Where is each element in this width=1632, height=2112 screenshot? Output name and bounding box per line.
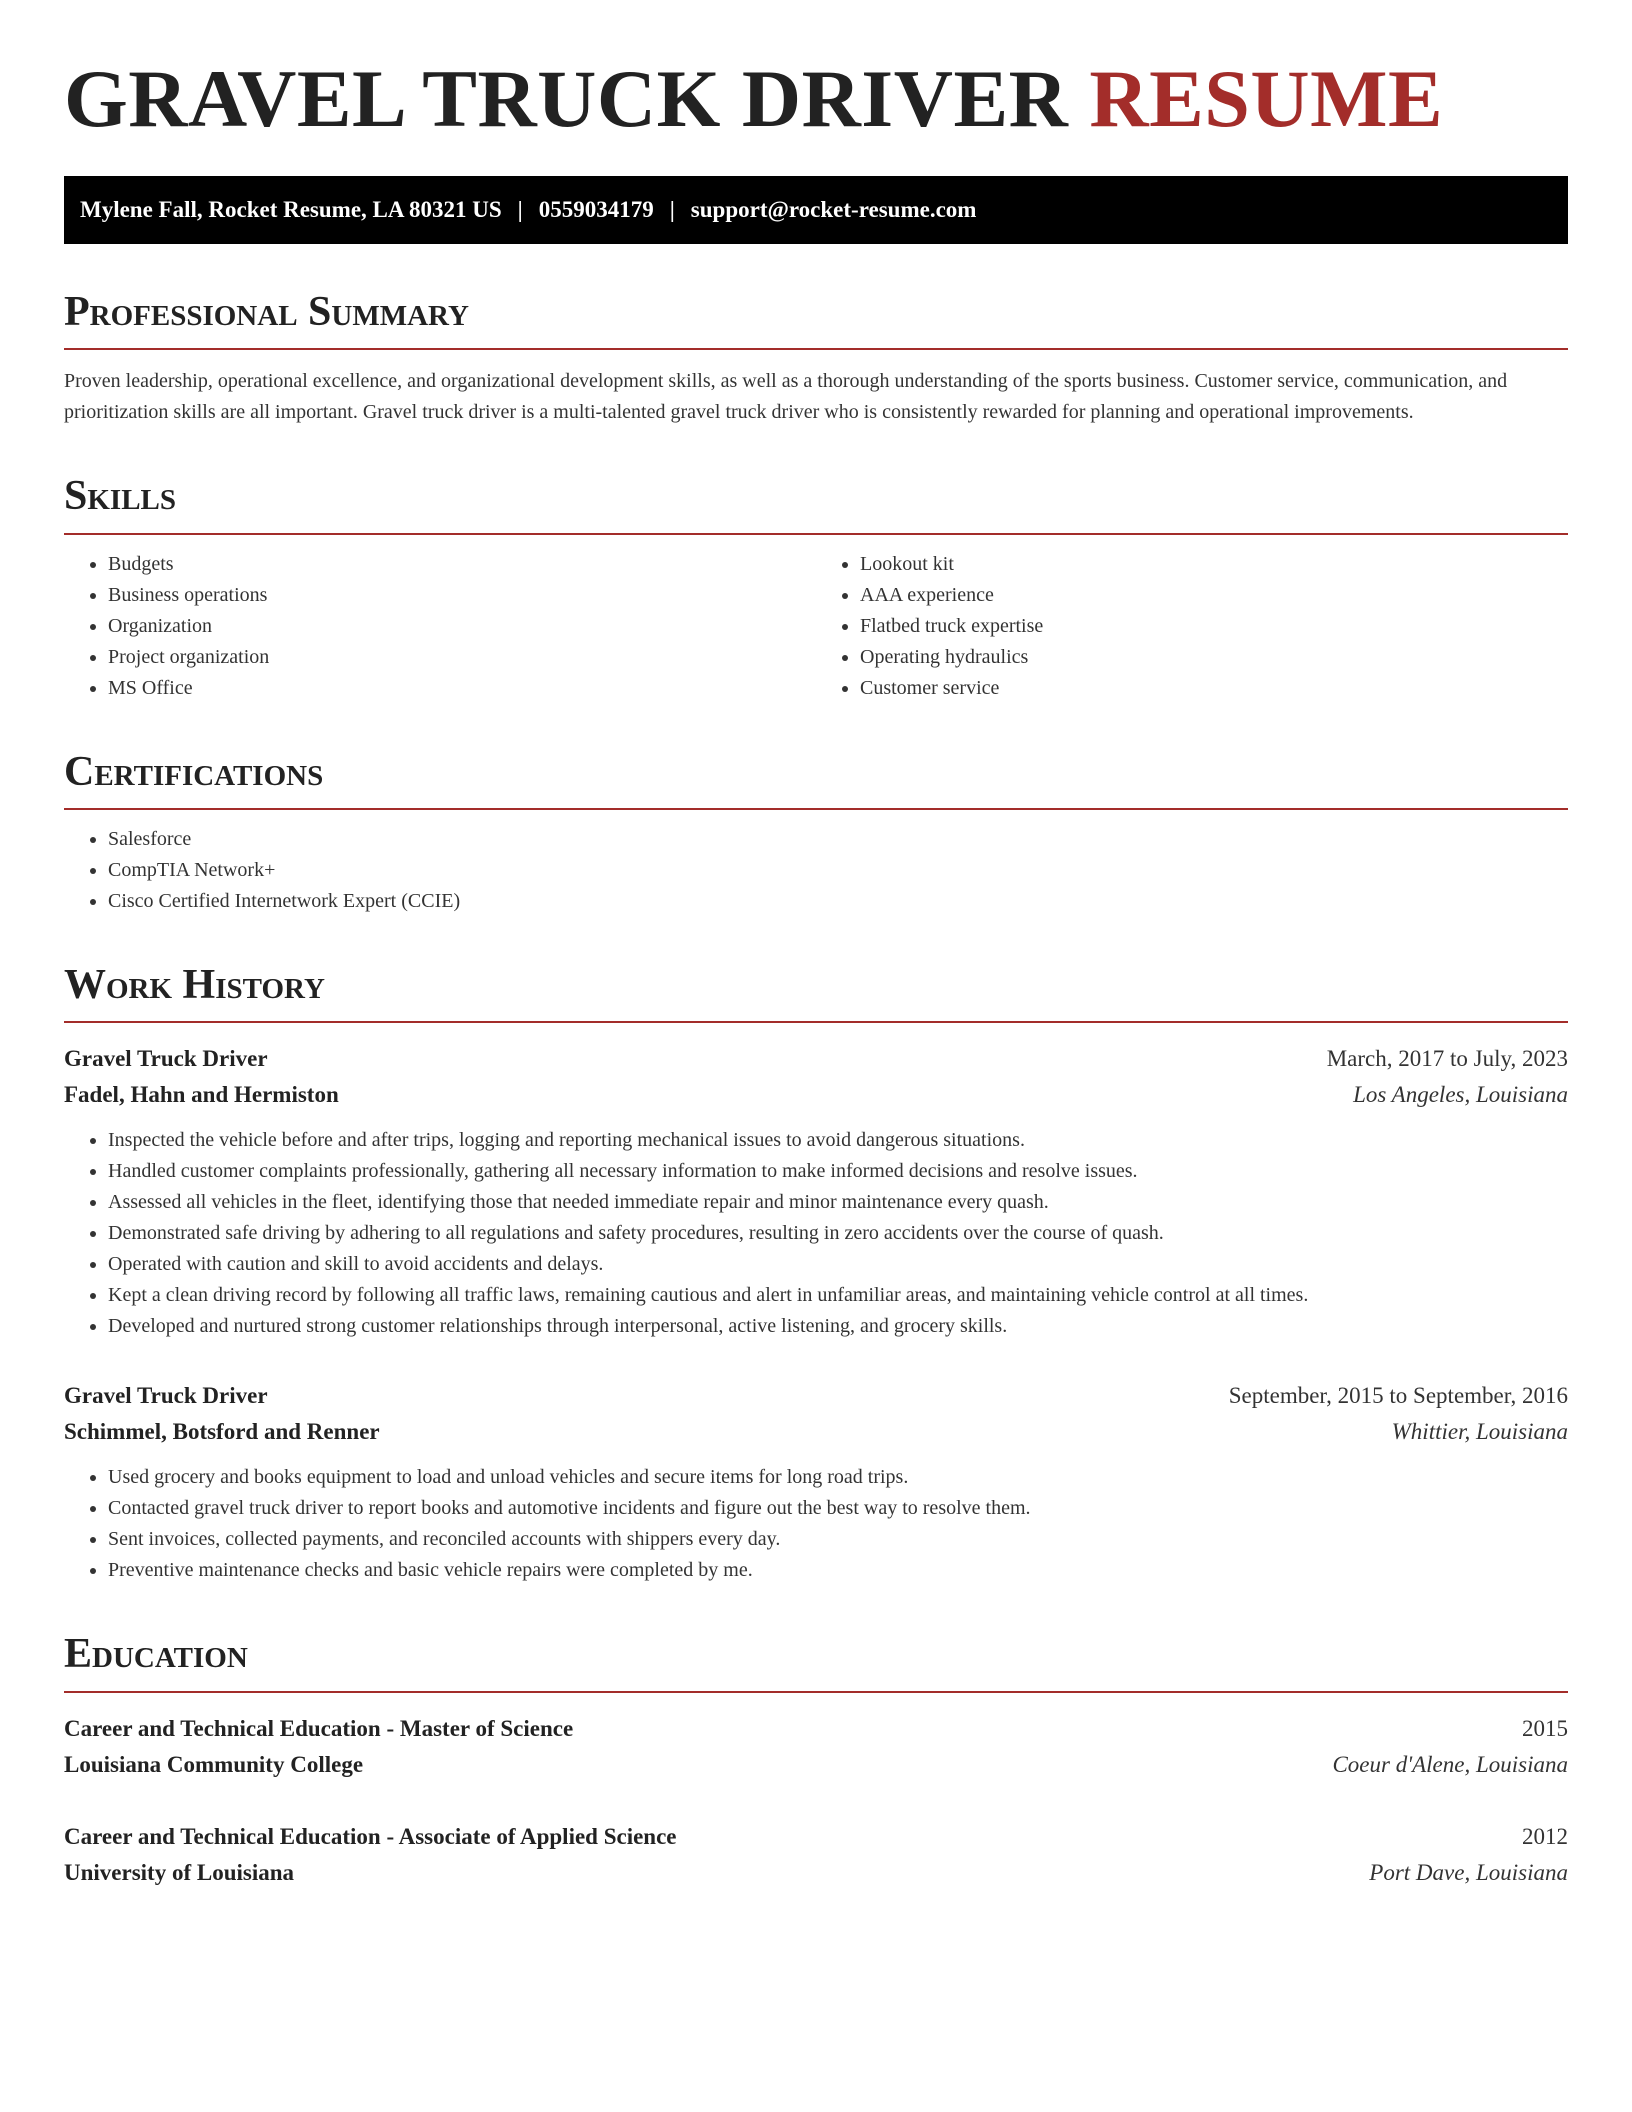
contact-separator: | <box>669 197 675 223</box>
job-title-row <box>64 1041 1568 1077</box>
section-heading-summary: Professional Summary <box>64 288 1568 350</box>
skill-item: • Lookout kit <box>860 549 1568 580</box>
job-duty-item: • Operated with caution and skill to avoid accidents and delays. <box>108 1249 1568 1280</box>
skill-item: • MS Office <box>108 673 816 704</box>
certifications-section <box>64 748 1568 917</box>
job-company-row <box>64 1077 1568 1113</box>
education-year: 2015 <box>1522 1715 1568 1741</box>
skill-item: • AAA experience <box>860 580 1568 611</box>
job-duty-item: • Preventive maintenance checks and basic vehicle repairs were completed by me. <box>108 1555 1568 1586</box>
job-location: Los Angeles, Louisiana <box>1353 1082 1568 1108</box>
certifications-list <box>64 824 1568 917</box>
job-duty-item: • Inspected the vehicle before and after trips, logging and reporting mechanical issues to avoid dangerous situations. <box>108 1125 1568 1156</box>
job-company: Fadel, Hahn and Hermiston <box>64 1082 339 1108</box>
education-degree: Career and Technical Education - Master of Science <box>64 1715 574 1741</box>
work-history-section <box>64 961 1568 1586</box>
education-entry <box>64 1819 1568 1891</box>
job-title-row <box>64 1378 1568 1414</box>
job-duty-item: • Handled customer complaints professionally, gathering all necessary information to make informed decisions and resolve issues. <box>108 1156 1568 1187</box>
job-title: Gravel Truck Driver <box>64 1383 268 1409</box>
job-duties-list <box>64 1125 1568 1342</box>
contact-email[interactable]: support@rocket-resume.com <box>690 197 977 223</box>
job-duty-item: • Sent invoices, collected payments, and reconciled accounts with shippers every day. <box>108 1524 1568 1555</box>
job-duty-item: • Developed and nurtured strong customer relationships through interpersonal, active listening, and grocery skills. <box>108 1311 1568 1342</box>
certification-item: • Cisco Certified Internetwork Expert (CCIE) <box>108 886 1568 917</box>
job-entry <box>64 1041 1568 1342</box>
summary-text: Proven leadership, operational excellence, and organizational development skills, as well as a thorough understanding of the sports business. Customer service, communication, and prioritization skills are all important. Gravel truck driver is a multi-talented gravel truck driver who is consistently rewarded for planning and operational improvements. <box>64 370 1508 424</box>
job-duty-item: • Used grocery and books equipment to load and unload vehicles and secure items for long road trips. <box>108 1462 1568 1493</box>
education-school: Louisiana Community College <box>64 1751 364 1777</box>
job-title: Gravel Truck Driver <box>64 1046 268 1072</box>
section-heading-work-history: Work History <box>64 961 1568 1023</box>
job-duty-item: • Assessed all vehicles in the fleet, identifying those that needed immediate repair and minor maintenance every quash. <box>108 1187 1568 1218</box>
certification-item: • CompTIA Network+ <box>108 855 1568 886</box>
education-degree-row <box>64 1711 1568 1747</box>
title-main: GRAVEL TRUCK DRIVER <box>64 53 1069 144</box>
education-location: Port Dave, Louisiana <box>1369 1859 1568 1885</box>
skill-item: • Business operations <box>108 580 816 611</box>
skill-item: • Project organization <box>108 642 816 673</box>
job-company: Schimmel, Botsford and Renner <box>64 1419 380 1445</box>
job-duty-item: • Contacted gravel truck driver to report books and automotive incidents and figure out the best way to resolve them. <box>108 1493 1568 1524</box>
job-duty-item: • Kept a clean driving record by following all traffic laws, remaining cautious and alert in unfamiliar areas, and maintaining vehicle control at all times. <box>108 1280 1568 1311</box>
skill-item: • Operating hydraulics <box>860 642 1568 673</box>
professional-summary-section <box>64 288 1568 428</box>
skill-item: • Budgets <box>108 549 816 580</box>
job-location: Whittier, Louisiana <box>1391 1419 1568 1445</box>
skills-list-left <box>64 549 816 704</box>
education-entry <box>64 1711 1568 1783</box>
certification-item: • Salesforce <box>108 824 1568 855</box>
skills-list-right <box>816 549 1568 704</box>
job-dates: September, 2015 to September, 2016 <box>1228 1383 1568 1409</box>
education-school: University of Louisiana <box>64 1859 295 1885</box>
job-duty-item: • Demonstrated safe driving by adhering to all regulations and safety procedures, resulting in zero accidents over the course of quash. <box>108 1218 1568 1249</box>
education-school-row <box>64 1747 1568 1783</box>
contact-separator: | <box>517 197 523 223</box>
resume-title <box>64 54 1568 144</box>
contact-name-address: Mylene Fall, Rocket Resume, LA 80321 US <box>80 197 502 223</box>
education-location: Coeur d'Alene, Louisiana <box>1332 1751 1568 1777</box>
section-heading-certifications: Certifications <box>64 748 1568 810</box>
education-section <box>64 1630 1568 1890</box>
education-degree: Career and Technical Education - Associate of Applied Science <box>64 1823 677 1849</box>
job-dates: March, 2017 to July, 2023 <box>1326 1046 1568 1072</box>
skills-section <box>64 472 1568 703</box>
skills-grid <box>64 535 1568 704</box>
job-duties-list <box>64 1462 1568 1586</box>
education-year: 2012 <box>1522 1823 1568 1849</box>
section-heading-skills: Skills <box>64 472 1568 534</box>
education-school-row <box>64 1855 1568 1891</box>
skill-item: • Flatbed truck expertise <box>860 611 1568 642</box>
contact-phone[interactable]: 0559034179 <box>538 197 654 223</box>
title-accent: RESUME <box>1089 53 1444 144</box>
contact-bar <box>64 176 1568 244</box>
job-company-row <box>64 1414 1568 1450</box>
skill-item: • Organization <box>108 611 816 642</box>
section-heading-education: Education <box>64 1630 1568 1692</box>
skill-item: • Customer service <box>860 673 1568 704</box>
job-entry <box>64 1378 1568 1586</box>
education-degree-row <box>64 1819 1568 1855</box>
